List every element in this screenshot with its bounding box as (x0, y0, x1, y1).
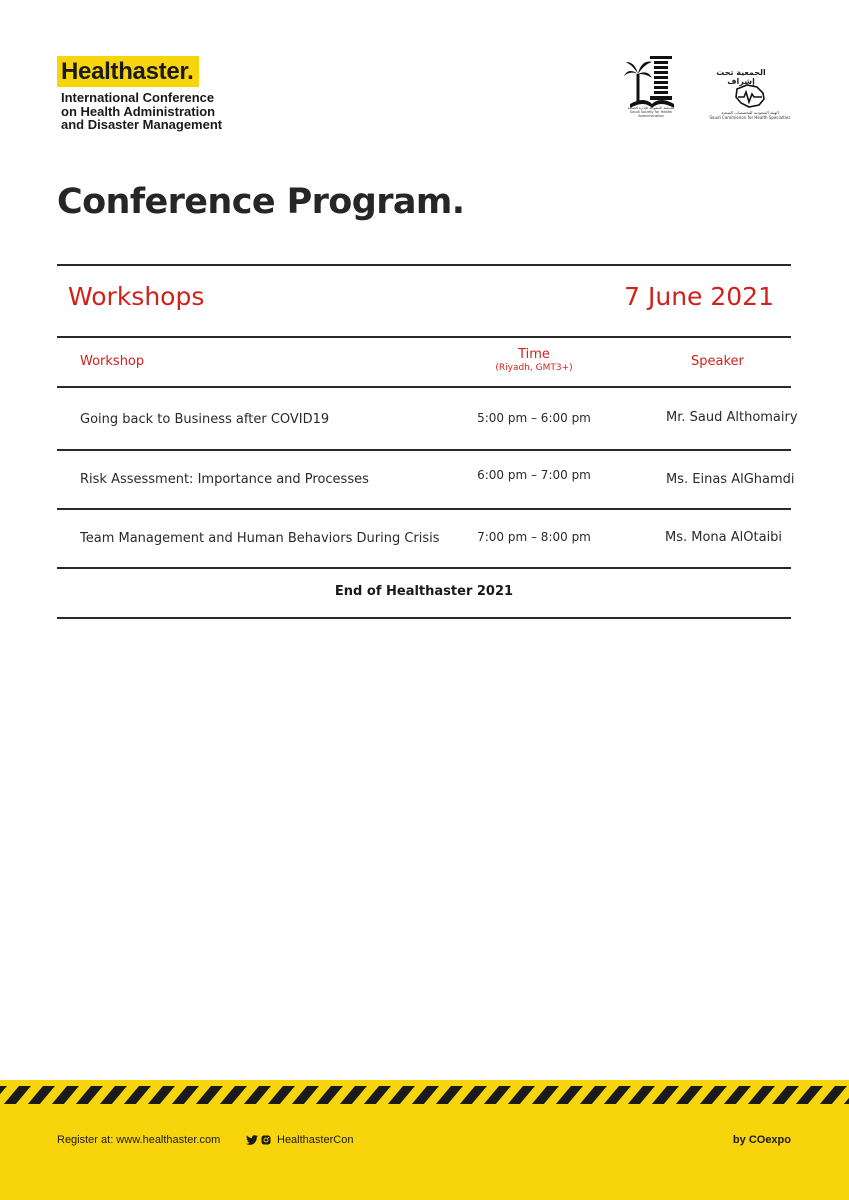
divider (57, 617, 791, 619)
brand-subtitle (61, 91, 222, 132)
commission-caption-en: Saudi Commission for Health Specialties (709, 115, 791, 120)
society-caption (620, 106, 682, 118)
header-speaker: Speaker (691, 354, 744, 369)
header-time (454, 347, 614, 373)
footer (0, 1080, 849, 1200)
row-3-workshop: Team Management and Human Behaviors During Crisis (80, 531, 440, 546)
register-link[interactable]: Register at: www.healthaster.com (57, 1134, 221, 1146)
supervision-label: الجمعية تحت إشراف (716, 68, 766, 86)
divider (57, 567, 791, 569)
row-3-time: 7:00 pm – 8:00 pm (477, 530, 591, 544)
commission-caption (704, 110, 796, 120)
divider (57, 336, 791, 338)
society-caption-en: Saudi Society for Health Administration (629, 110, 673, 118)
society-caption-ar: الجمعية السعودية للإدارة الصحية (627, 106, 675, 110)
section-date: 7 June 2021 (624, 282, 774, 311)
header-workshop: Workshop (80, 354, 145, 369)
row-1-speaker: Mr. Saud Althomairy (666, 410, 798, 425)
twitter-icon[interactable] (246, 1135, 258, 1145)
social-handle[interactable]: HealthasterCon (277, 1134, 354, 1146)
saudi-map-heartbeat-icon (733, 83, 767, 109)
divider (57, 264, 791, 266)
brand-subtitle-line: on Health Administration (61, 103, 216, 119)
organizer: by COexpo (732, 1134, 791, 1146)
brand-subtitle-line: and Disaster Management (61, 117, 223, 132)
section-title: Workshops (68, 282, 205, 311)
brand-name: Healthaster. (57, 56, 199, 87)
header-time-note: (Riyadh, GMT3+) (495, 363, 573, 373)
row-1-time: 5:00 pm – 6:00 pm (477, 411, 591, 425)
end-note: End of Healthaster 2021 (334, 584, 514, 599)
row-3-speaker: Ms. Mona AlOtaibi (665, 530, 783, 545)
divider (57, 449, 791, 451)
brand-block (57, 56, 222, 132)
divider (57, 508, 791, 510)
row-2-speaker: Ms. Einas AlGhamdi (666, 472, 795, 487)
header-time-label: Time (518, 347, 550, 362)
hazard-stripe (0, 1080, 849, 1110)
row-1-workshop: Going back to Business after COVID19 (80, 412, 330, 427)
page-title: Conference Program. (57, 182, 465, 222)
social-links[interactable] (246, 1134, 353, 1146)
row-2-time: 6:00 pm – 7:00 pm (477, 468, 591, 482)
commission-caption-ar: الهيئة السعودية للتخصصات الصحية (721, 110, 779, 115)
row-2-workshop: Risk Assessment: Importance and Processes (80, 472, 369, 487)
brand-subtitle-line: International Conference (61, 90, 215, 105)
instagram-icon[interactable] (261, 1135, 271, 1145)
divider (57, 386, 791, 388)
